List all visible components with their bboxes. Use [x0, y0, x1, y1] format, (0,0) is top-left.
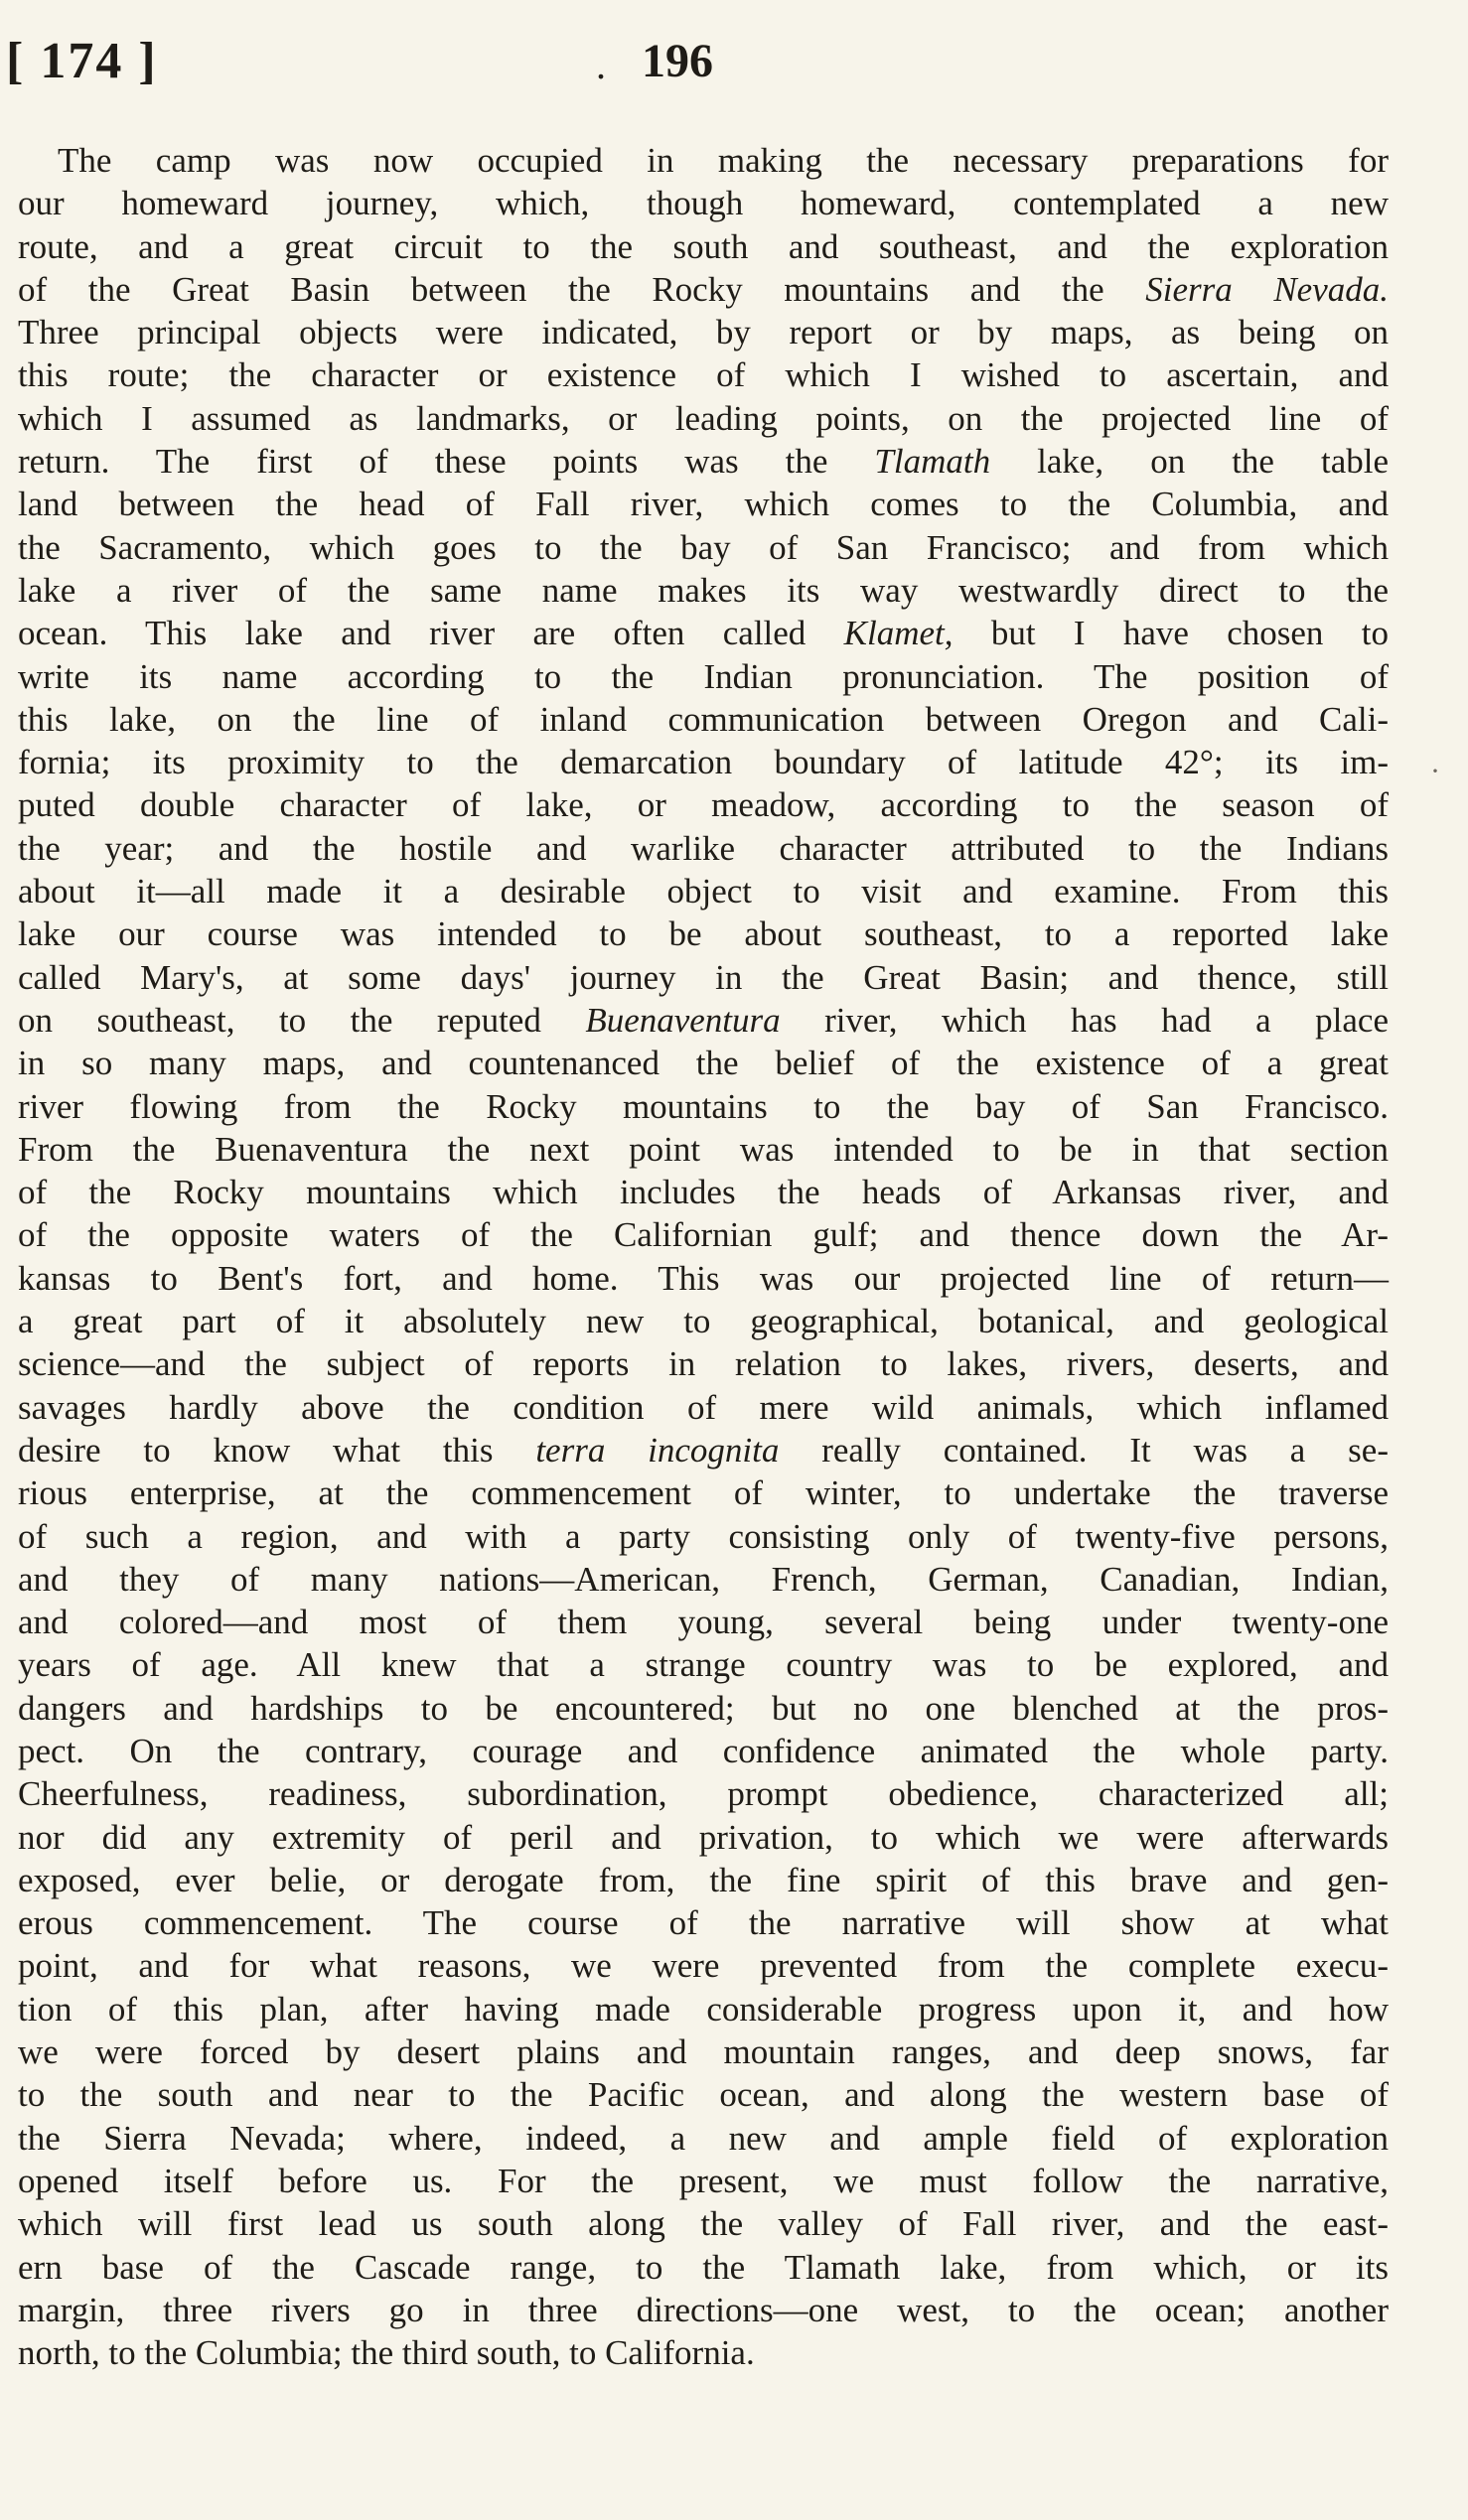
italic-term: Buenaventura: [585, 1000, 781, 1040]
text-segment: a great part of it absolutely new to geographical, botanical, and geological: [18, 1302, 1389, 1341]
text-line: [18, 1128, 1389, 1171]
text-line: [18, 956, 1389, 999]
text-segment: this lake, on the line of inland communication between Oregon and Cali-: [18, 699, 1389, 739]
text-segment: and they of many nations—American, French, German, Canadian, Indian,: [18, 1559, 1389, 1599]
text-line: [18, 1558, 1389, 1601]
text-segment: of the Great Basin between the Rocky mountains and the: [18, 269, 1146, 309]
text-segment: in so many maps, and countenanced the belief of the existence of a great: [18, 1044, 1389, 1083]
text-line: [18, 1944, 1389, 1987]
italic-term: terra incognita: [535, 1430, 780, 1470]
text-segment: which will first lead us south along the valley of Fall river, and the east-: [18, 2204, 1389, 2244]
italic-term: Tlamath: [874, 442, 991, 482]
text-segment: puted double character of lake, or meadow, according to the season of: [18, 785, 1389, 825]
text-line: [18, 1772, 1389, 1815]
text-line: [18, 182, 1389, 224]
text-segment: but I have chosen to: [953, 614, 1389, 653]
text-line: [18, 2202, 1389, 2245]
text-line: [18, 1859, 1389, 1901]
text-segment: of such a region, and with a party consisting only of twenty-five persons,: [18, 1516, 1389, 1556]
text-line: [18, 353, 1389, 396]
text-line: [18, 698, 1389, 741]
margin-mark: ·: [1430, 755, 1440, 787]
text-line: [18, 1816, 1389, 1859]
text-line: [18, 1171, 1389, 1213]
text-segment: about it—all made it a desirable object to visit and examine. From this: [18, 872, 1389, 911]
text-line: [18, 2117, 1389, 2160]
text-segment: lake, on the table: [990, 442, 1389, 482]
document-reference: [ 174 ]: [6, 33, 158, 89]
text-segment: margin, three rivers go in three directions—one west, to the ocean; another: [18, 2290, 1389, 2329]
text-segment: lake our course was intended to be about southeast, to a reported lake: [18, 914, 1389, 954]
text-segment: really contained. It was a se-: [779, 1430, 1389, 1470]
text-line: [18, 827, 1389, 870]
text-line: [18, 1515, 1389, 1558]
text-segment: dangers and hardships to be encountered; but no one blenched at the pros-: [18, 1688, 1389, 1728]
text-segment: erous commencement. The course of the narrative will show at what: [18, 1903, 1389, 1943]
page-number: 196: [642, 35, 713, 87]
text-line: [18, 2331, 1389, 2374]
text-line: [18, 1257, 1389, 1300]
text-segment: lake a river of the same name makes its way westwardly direct to the: [18, 570, 1389, 610]
text-line: [18, 2246, 1389, 2289]
text-line: [18, 311, 1389, 353]
text-line: [18, 1342, 1389, 1385]
text-segment: savages hardly above the condition of mere wild animals, which inflamed: [18, 1387, 1389, 1427]
text-segment: opened itself before us. For the present, we must follow the narrative,: [18, 2161, 1389, 2200]
text-line: [18, 1601, 1389, 1643]
text-segment: rious enterprise, at the commencement of winter, to undertake the traverse: [18, 1473, 1389, 1513]
text-line: [18, 741, 1389, 783]
text-line: [18, 1386, 1389, 1429]
text-segment: of the opposite waters of the Californian gulf; and thence down the Ar-: [18, 1215, 1389, 1255]
text-line: [18, 1643, 1389, 1686]
text-line: [18, 1687, 1389, 1730]
text-line: [18, 483, 1389, 525]
text-line: [18, 870, 1389, 912]
text-line: [18, 2073, 1389, 2116]
text-line: [18, 268, 1389, 311]
text-segment: exposed, ever belie, or derogate from, the fine spirit of this brave and gen-: [18, 1860, 1389, 1899]
text-segment: land between the head of Fall river, which comes to the Columbia, and: [18, 485, 1389, 524]
text-segment: Cheerfulness, readiness, subordination, prompt obedience, characterized all;: [18, 1774, 1389, 1814]
text-segment: river, which has had a place: [780, 1000, 1389, 1040]
text-line: [18, 612, 1389, 654]
text-segment: Three principal objects were indicated, by report or by maps, as being on: [18, 313, 1389, 352]
text-line: [18, 2030, 1389, 2073]
text-segment: the Sierra Nevada; where, indeed, a new and ample field of exploration: [18, 2118, 1389, 2158]
text-segment: ocean. This lake and river are often called: [18, 614, 844, 653]
text-line: [18, 912, 1389, 955]
text-line: [18, 1471, 1389, 1514]
text-segment: river flowing from the Rocky mountains to the bay of San Francisco.: [18, 1086, 1389, 1126]
text-segment: of the Rocky mountains which includes the heads of Arkansas river, and: [18, 1173, 1389, 1212]
header-separator: .: [596, 43, 606, 87]
text-segment: return. The first of these points was the: [18, 442, 875, 482]
text-line: [18, 2160, 1389, 2202]
text-segment: on southeast, to the reputed: [18, 1000, 586, 1040]
text-segment: pect. On the contrary, courage and confidence animated the whole party.: [18, 1731, 1389, 1770]
text-line: [18, 569, 1389, 612]
text-line: [18, 1988, 1389, 2030]
text-segment: the Sacramento, which goes to the bay of San Francisco; and from which: [18, 527, 1389, 567]
text-line: [18, 397, 1389, 440]
text-line: [18, 1730, 1389, 1772]
text-segment: route, and a great circuit to the south and southeast, and the exploration: [18, 226, 1389, 266]
text-line: [18, 139, 1389, 182]
text-segment: fornia; its proximity to the demarcation boundary of latitude 42°; its im-: [18, 743, 1389, 782]
text-segment: From the Buenaventura the next point was intended to be in that section: [18, 1129, 1389, 1169]
text-segment: tion of this plan, after having made considerable progress upon it, and how: [18, 1989, 1389, 2029]
text-segment: this route; the character or existence of which I wished to ascertain, and: [18, 355, 1389, 395]
text-segment: to the south and near to the Pacific ocean, and along the western base of: [18, 2075, 1389, 2115]
italic-term: Klamet,: [843, 614, 954, 653]
text-line: [18, 1429, 1389, 1471]
page-header: [0, 28, 1468, 117]
text-segment: science—and the subject of reports in relation to lakes, rivers, deserts, and: [18, 1344, 1389, 1384]
text-line: [18, 225, 1389, 268]
text-segment: ern base of the Cascade range, to the Tlamath lake, from which, or its: [18, 2247, 1389, 2287]
text-segment: kansas to Bent's fort, and home. This was our projected line of return—: [18, 1258, 1389, 1298]
text-segment: desire to know what this: [18, 1430, 536, 1470]
text-line: [18, 783, 1389, 826]
italic-term: Sierra Nevada.: [1145, 269, 1389, 309]
text-line: [18, 1901, 1389, 1944]
text-line: [18, 1085, 1389, 1128]
text-line: [18, 1213, 1389, 1256]
text-segment: write its name according to the Indian pronunciation. The position of: [18, 656, 1389, 696]
text-segment: point, and for what reasons, we were prevented from the complete execu-: [18, 1946, 1389, 1986]
text-segment: The camp was now occupied in making the necessary preparations for: [58, 141, 1389, 180]
text-segment: we were forced by desert plains and mountain ranges, and deep snows, far: [18, 2032, 1389, 2072]
text-line: [18, 1300, 1389, 1342]
text-segment: the year; and the hostile and warlike character attributed to the Indians: [18, 828, 1389, 868]
text-segment: years of age. All knew that a strange country was to be explored, and: [18, 1645, 1389, 1685]
text-line: [18, 440, 1389, 483]
text-line: [18, 1042, 1389, 1084]
text-segment: nor did any extremity of peril and privation, to which we were afterwards: [18, 1817, 1389, 1857]
body-text: [18, 139, 1389, 2374]
text-line: [18, 999, 1389, 1042]
text-segment: our homeward journey, which, though homeward, contemplated a new: [18, 184, 1389, 223]
text-line: [18, 2289, 1389, 2331]
text-line: [18, 655, 1389, 698]
text-segment: north, to the Columbia; the third south, to California.: [18, 2333, 755, 2373]
text-segment: called Mary's, at some days' journey in the Great Basin; and thence, still: [18, 957, 1389, 997]
text-line: [18, 526, 1389, 569]
text-segment: and colored—and most of them young, several being under twenty-one: [18, 1603, 1389, 1642]
text-segment: which I assumed as landmarks, or leading points, on the projected line of: [18, 398, 1389, 438]
